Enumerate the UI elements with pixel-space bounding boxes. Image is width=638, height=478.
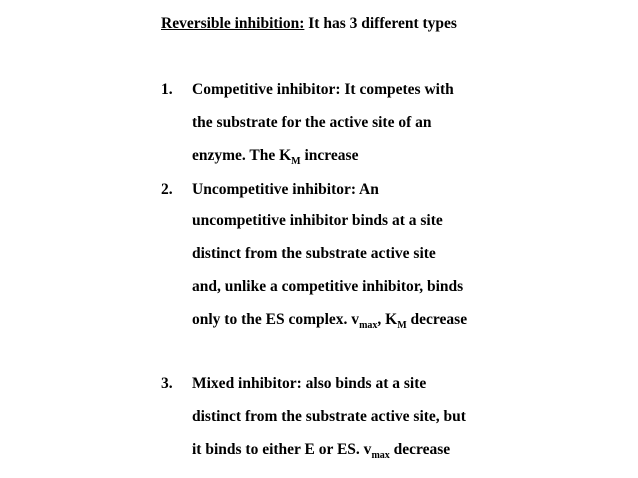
item-3-line-3 bbox=[192, 441, 450, 459]
item-2-line-5-text-a: only to the ES complex. v bbox=[192, 311, 360, 328]
item-3-line-2: distinct from the substrate active site, but bbox=[192, 408, 466, 425]
item-1-line-1: Competitive inhibitor: It competes with bbox=[192, 81, 454, 98]
item-1-line-3-text-b: increase bbox=[300, 147, 359, 164]
item-2-line-4: and, unlike a competitive inhibitor, binds bbox=[192, 278, 464, 295]
item-2-line-1: Uncompetitive inhibitor: An bbox=[192, 181, 379, 198]
item-2-line-5-text-c: decrease bbox=[406, 311, 468, 328]
item-2-line-5-text-b: , K bbox=[377, 311, 398, 328]
heading-line bbox=[161, 15, 457, 33]
item-2-number: 2. bbox=[161, 181, 173, 198]
item-1-line-3 bbox=[192, 147, 358, 165]
item-3-number: 3. bbox=[161, 375, 173, 392]
km-subscript: M bbox=[397, 320, 407, 331]
item-1-number: 1. bbox=[161, 81, 173, 98]
item-3-line-3-text-a: it binds to either E or ES. v bbox=[192, 441, 372, 458]
vmax-subscript: max bbox=[359, 320, 378, 331]
item-2-line-3: distinct from the substrate active site bbox=[192, 245, 436, 262]
heading-rest: It has 3 different types bbox=[304, 15, 457, 32]
heading-label: Reversible inhibition: bbox=[161, 15, 305, 32]
item-1-line-2: the substrate for the active site of an bbox=[192, 114, 432, 131]
item-3-line-3-text-b: decrease bbox=[389, 441, 451, 458]
item-2-line-2: uncompetitive inhibitor binds at a site bbox=[192, 212, 443, 229]
km-subscript: M bbox=[291, 156, 301, 167]
vmax-subscript: max bbox=[371, 450, 390, 461]
item-3-line-1: Mixed inhibitor: also binds at a site bbox=[192, 375, 427, 392]
item-2-line-5 bbox=[192, 311, 467, 329]
item-1-line-3-text-a: enzyme. The K bbox=[192, 147, 292, 164]
